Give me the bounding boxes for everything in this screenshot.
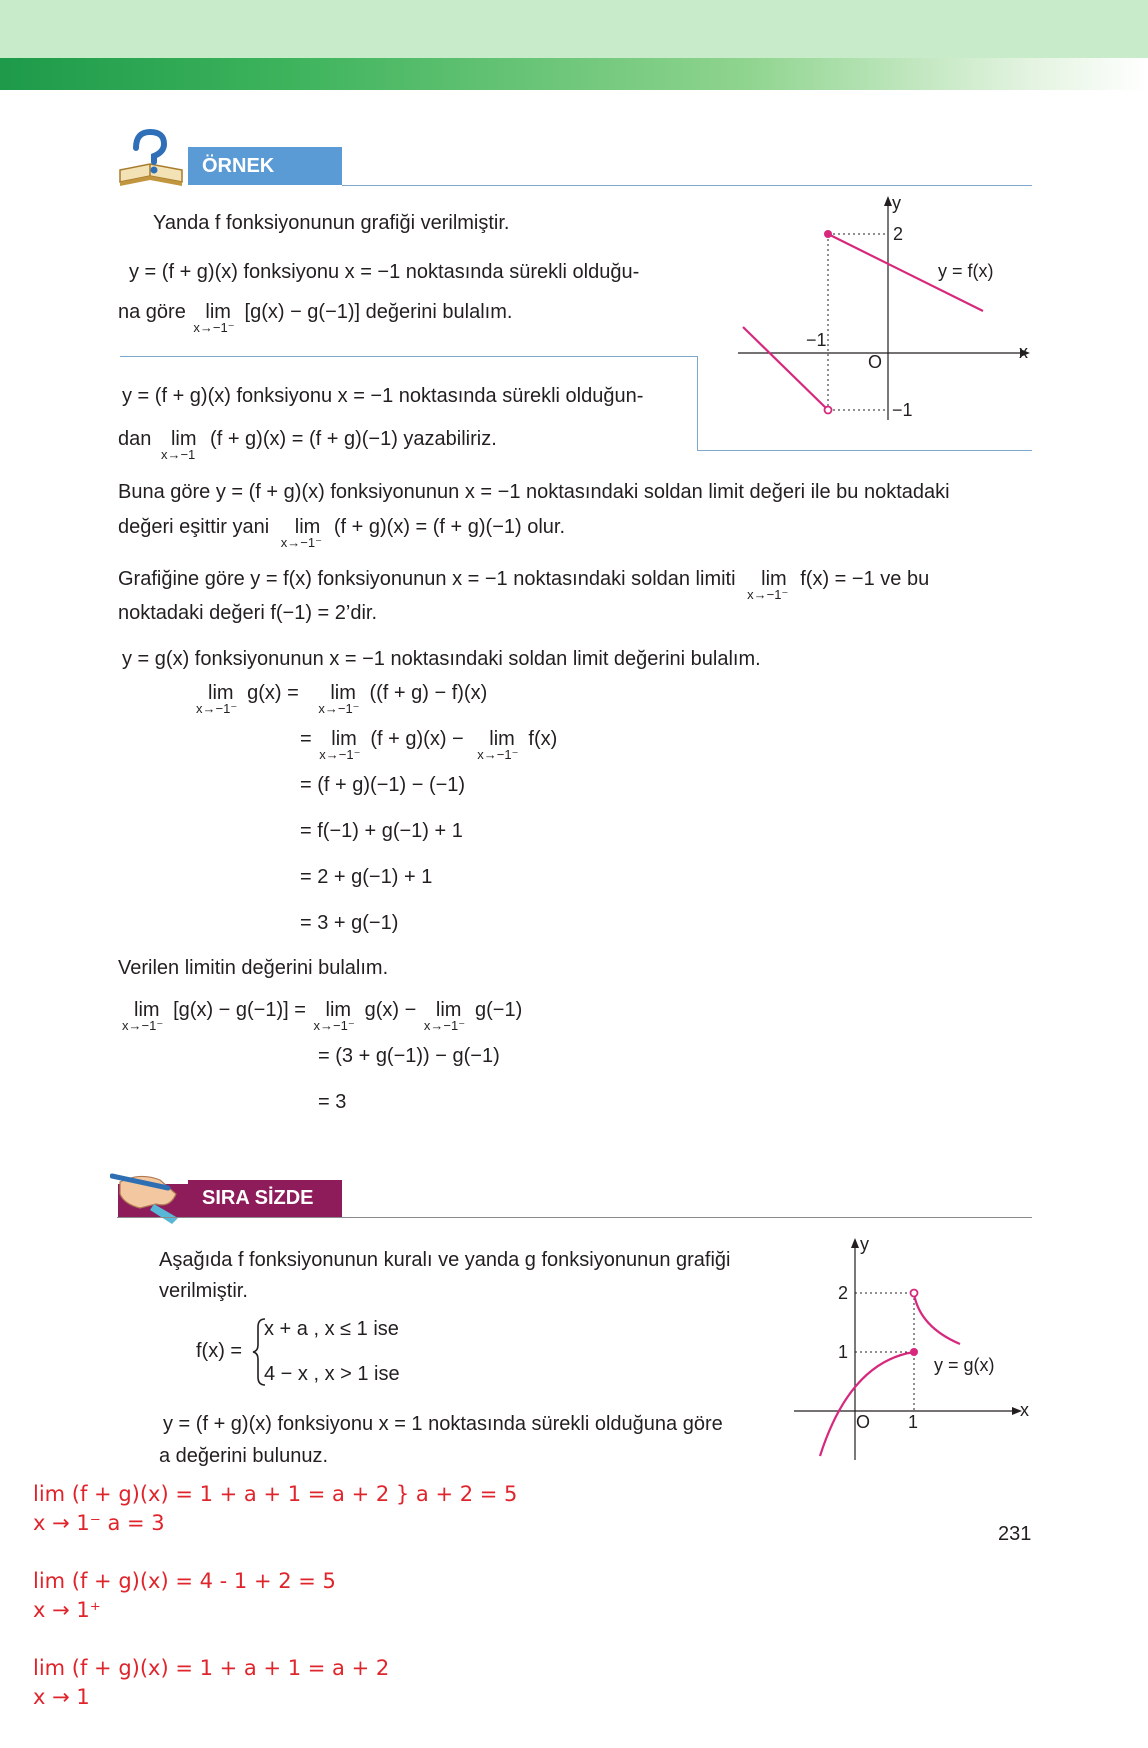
tick-x-1: 1: [908, 1412, 919, 1432]
g-left-branch: [820, 1352, 914, 1456]
piecewise-lhs: f(x) =: [196, 1340, 243, 1362]
exercise-intro-line-2: verilmiştir.: [159, 1280, 248, 1302]
note-line-1: lim (f + g)(x) = 1 + a + 1 = a + 2 } a + 2 = 5: [33, 1482, 518, 1506]
paragraph-3-line-2: noktadaki değeri f(−1) = 2’dir.: [118, 602, 378, 624]
graph-g: [790, 1232, 1040, 1460]
open-point: [911, 1290, 918, 1297]
f-curve-label: y = f(x): [938, 261, 994, 281]
piecewise-case-2: 4 − x , x > 1 ise: [264, 1363, 400, 1385]
derivation-line-4: = f(−1) + g(−1) + 1: [300, 820, 463, 842]
solution-line-1: y = (f + g)(x) fonksiyonu x = −1 noktasında sürekli olduğun-: [122, 385, 644, 407]
paragraph-4: y = g(x) fonksiyonunun x = −1 noktasındaki soldan limit değerini bulalım.: [122, 648, 761, 670]
evaluation-line-1: lim x→−1⁻ [g(x) − g(−1)] = lim x→−1⁻ g(x) − lim x→−1⁻ g(−1): [122, 999, 523, 1033]
y-axis-label: y: [860, 1234, 869, 1254]
green-header-bar: [0, 58, 1148, 90]
solution-box-bottom: [697, 450, 1032, 451]
y-axis-label: y: [892, 193, 901, 213]
derivation-line-2: = lim x→−1⁻ (f + g)(x) − lim x→−1⁻ f(x): [300, 728, 558, 762]
open-point: [825, 407, 832, 414]
top-band: [0, 0, 1148, 58]
evaluation-line-2: = (3 + g(−1)) − g(−1): [318, 1045, 500, 1067]
example-intro: Yanda f fonksiyonunun grafiği verilmiştir.: [153, 212, 510, 234]
paragraph-2-line-1: Buna göre y = (f + g)(x) fonksiyonunun x = −1 noktasındaki soldan limit değeri ile bu noktadaki: [118, 481, 950, 503]
paragraph-3-line-1: Grafiğine göre y = f(x) fonksiyonunun x = −1 noktasındaki soldan limiti lim x→−1⁻ f(x) = −1 ve bu: [118, 568, 930, 602]
exercise-intro-line-1: Aşağıda f fonksiyonunun kuralı ve yanda g fonksiyonunun grafiği: [159, 1249, 731, 1271]
exercise-question-line-2: a değerini bulunuz.: [159, 1445, 329, 1467]
solution-box-top: [120, 356, 698, 357]
x-axis-label: x: [1019, 342, 1028, 362]
section-rule: [342, 185, 1032, 186]
derivation-line-3: = (f + g)(−1) − (−1): [300, 774, 466, 796]
derivation-line-6: = 3 + g(−1): [300, 912, 399, 934]
closed-point: [910, 1348, 918, 1356]
tick-y-2: 2: [838, 1283, 849, 1303]
exercise-rule: [117, 1217, 1032, 1218]
solution-box-right: [697, 356, 698, 451]
note-line-1-sub: x → 1⁻ a = 3: [33, 1511, 165, 1535]
tick-y-2: 2: [893, 224, 904, 244]
y-axis-arrow-icon: [884, 196, 892, 206]
derivation-line-1: lim x→−1⁻ g(x) = lim x→−1⁻ ((f + g) − f)(x): [196, 682, 488, 716]
question-line-1: y = (f + g)(x) fonksiyonu x = −1 noktasında sürekli olduğu-: [129, 261, 640, 283]
paragraph-2-line-2: değeri eşittir yani lim x→−1⁻ (f + g)(x) = (f + g)(−1) olur.: [118, 516, 566, 550]
note-line-2-sub: x → 1⁺: [33, 1598, 101, 1622]
sira-sizde-header: SIRA SİZDE: [188, 1180, 342, 1217]
x-axis-label: x: [1020, 1400, 1029, 1420]
question-line-2: na göre lim x→−1⁻ [g(x) − g(−1)] değerini bulalım.: [118, 301, 513, 335]
g-curve-label: y = g(x): [934, 1355, 995, 1375]
piecewise-case-1: x + a , x ≤ 1 ise: [264, 1318, 399, 1340]
origin-label: O: [868, 352, 883, 372]
derivation-line-5: = 2 + g(−1) + 1: [300, 866, 433, 888]
evaluation-line-3: = 3: [318, 1091, 347, 1113]
tick-x-neg1: −1: [806, 330, 827, 350]
g-right-branch: [914, 1294, 960, 1344]
ornek-header: ÖRNEK: [188, 147, 342, 185]
y-axis-arrow-icon: [851, 1238, 859, 1248]
tick-y-neg1: −1: [892, 400, 913, 420]
tick-y-1: 1: [838, 1342, 849, 1362]
note-line-3-sub: x → 1: [33, 1685, 90, 1709]
book-icon: [116, 126, 188, 190]
solution-line-2: dan lim x→−1 (f + g)(x) = (f + g)(−1) yazabiliriz.: [118, 428, 497, 462]
closed-point: [824, 230, 832, 238]
origin-label: O: [856, 1412, 871, 1432]
graph-f: [738, 192, 1038, 442]
note-line-3: lim (f + g)(x) = 1 + a + 1 = a + 2: [33, 1656, 390, 1680]
exercise-question-line-1: y = (f + g)(x) fonksiyonu x = 1 noktasında sürekli olduğuna göre: [163, 1413, 723, 1435]
note-line-2: lim (f + g)(x) = 4 - 1 + 2 = 5: [33, 1569, 336, 1593]
paragraph-5: Verilen limitin değerini bulalım.: [118, 957, 389, 979]
page-number: 231: [998, 1523, 1032, 1545]
